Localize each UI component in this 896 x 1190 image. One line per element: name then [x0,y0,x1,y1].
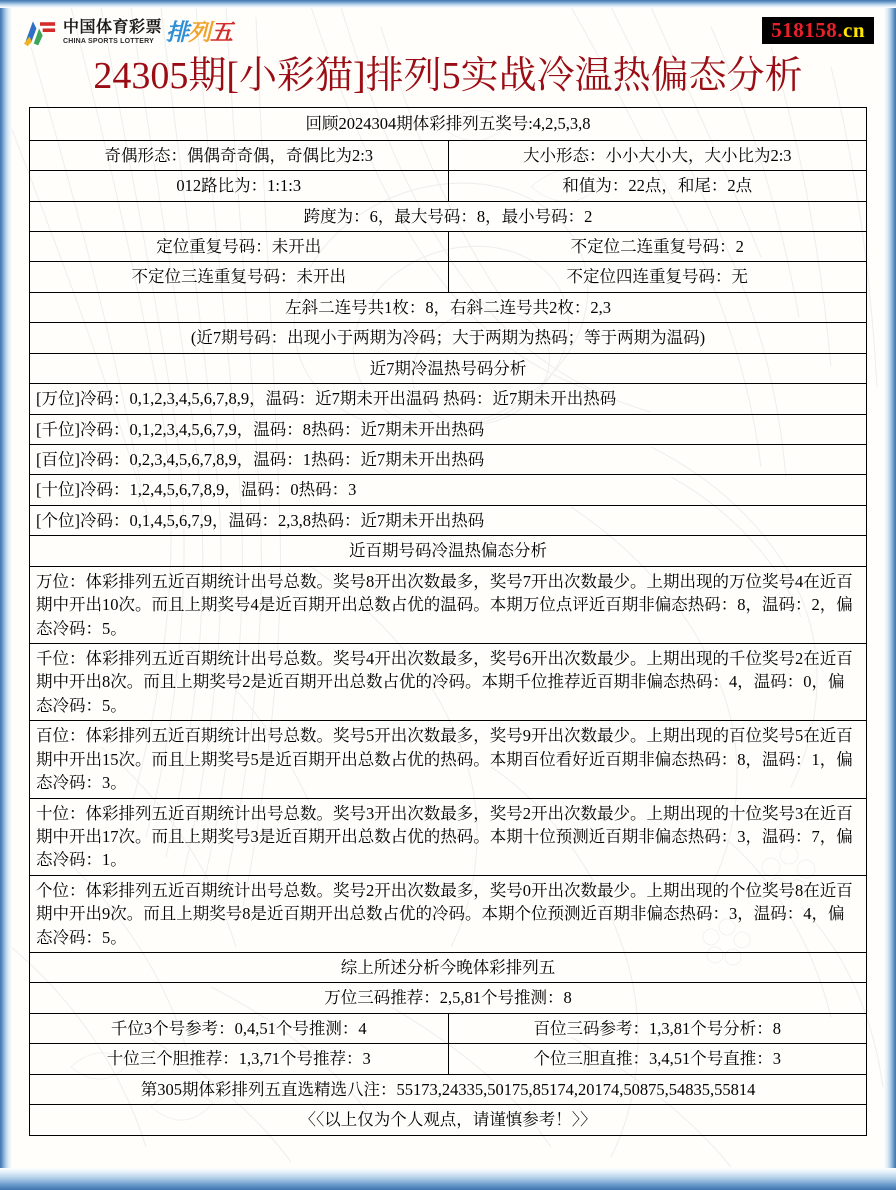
cell-unfixed-four-repeat: 不定位四连重复号码：无 [448,262,867,292]
table-row-repeat-2 [30,262,867,292]
table-row-rec-eight [30,1074,867,1104]
cell-para-wan: 万位：体彩排列五近百期统计出号总数。奖号8开出次数最多，奖号7开出次数最少。上期出现的万位奖号4在近百期中开出10次。而且上期奖号4是近百期开出总数占优的温码。本期万位点评近百期非偏态热码：8，温码：2，偏态冷码：5。 [30,566,867,643]
frame-edge-bottom [0,1168,896,1190]
cell-rec-wan: 万位三码推荐：2,5,81个号推测：8 [30,983,867,1013]
cell-unfixed-two-repeat: 不定位二连重复号码：2 [448,232,867,262]
cell-rec-shi: 十位三个胆推荐：1,3,71个号推荐：3 [30,1044,449,1074]
cell-pos7-shi: [十位]冷码：1,2,4,5,6,7,8,9，温码：0热码：3 [30,475,867,505]
table-row-ratio-sum [30,171,867,201]
cell-para-shi: 十位：体彩排列五近百期统计出号总数。奖号3开出次数最多，奖号2开出次数最少。上期出现的十位奖号3在近百期中开出17次。而且上期奖号3是近百期开出总数占优的热码。本期十位预测近百期非偏态热码：3，温码：7，偏态冷码：1。 [30,798,867,875]
site-domain-tld: cn [843,18,865,42]
table-row-pos7-bai [30,445,867,475]
page-title: 24305期[小彩猫]排列5实战冷温热偏态分析 [93,55,803,97]
table-row-legend [30,323,867,353]
cell-odd-even-form: 奇偶形态：偶偶奇奇偶，奇偶比为2:3 [30,140,449,170]
cell-fixed-repeat: 定位重复号码：未开出 [30,232,449,262]
table-row-form [30,140,867,170]
cell-disclaimer: 〈〈以上仅为个人观点，请谨慎参考！〉〉 [30,1105,867,1135]
cell-rec-bai: 百位三码参考：1,3,81个号分析：8 [448,1013,867,1043]
cell-para-qian: 千位：体彩排列五近百期统计出号总数。奖号4开出次数最多，奖号6开出次数最少。上期出现的千位奖号2在近百期中开出8次。而且上期奖号2是近百期开出总数占优的冷码。本期千位推荐近百期非偏态热码：4，温码：0，偏态冷码：5。 [30,643,867,720]
cell-sum-value: 和值为：22点，和尾：2点 [448,171,867,201]
table-row-review [30,107,867,140]
cell-pos7-bai: [百位]冷码：0,2,3,4,5,6,7,8,9，温码：1热码：近7期未开出热码 [30,445,867,475]
cell-diagonal-pairs: 左斜二连号共1枚：8，右斜二连号共2枚：2,3 [30,292,867,322]
table-row-rec-qian-bai [30,1013,867,1043]
section-header-7: 近7期冷温热号码分析 [30,353,867,383]
section-header-100: 近百期号码冷温热偏态分析 [30,536,867,566]
table-row-rec-wan [30,983,867,1013]
cell-pos7-qian: [千位]冷码：0,1,2,3,4,5,6,7,9，温码：8热码：近7期未开出热码 [30,414,867,444]
page-content [11,7,885,1168]
table-row-diagonal [30,292,867,322]
site-domain-badge [762,17,874,44]
lottery-name-cn: 中国体育彩票 [63,18,163,36]
frame-edge-right [884,0,896,1190]
cell-para-ge: 个位：体彩排列五近百期统计出号总数。奖号2开出次数最多，奖号0开出次数最少。上期出现的个位奖号8在近百期中开出9次。而且上期奖号8是近百期开出总数占优的冷码。本期个位预测近百期非偏态热码：3，温码：4，偏态冷码：5。 [30,875,867,952]
table-row-section100 [30,536,867,566]
table-row-section7 [30,353,867,383]
section-header-summary: 综上所述分析今晚体彩排列五 [30,953,867,983]
table-row-pos7-wan [30,384,867,414]
cell-big-small-form: 大小形态：小小大小大，大小比为2:3 [448,140,867,170]
table-row-pos7-qian [30,414,867,444]
lottery-name-en: CHINA SPORTS LOTTERY [63,37,154,45]
cell-unfixed-three-repeat: 不定位三连重复号码：未开出 [30,262,449,292]
cell-span: 跨度为：6，最大号码：8，最小号码：2 [30,201,867,231]
table-row-para-wan [30,566,867,643]
cell-rec-ge: 个位三胆直推：3,4,51个号直推：3 [448,1044,867,1074]
analysis-table [29,107,867,1136]
cell-rec-eight: 第305期体彩排列五直选精选八注：55173,24335,50175,85174,20174,50875,54835,55814 [30,1074,867,1104]
game-logo-pailie5: 排列五 [166,18,233,45]
lottery-logo-text [63,20,162,45]
table-row-para-ge [30,875,867,952]
table-row-pos7-shi [30,475,867,505]
table-row-para-bai [30,721,867,798]
table-row-para-shi [30,798,867,875]
cell-para-bai: 百位：体彩排列五近百期统计出号总数。奖号5开出次数最多，奖号9开出次数最少。上期出现的百位奖号5在近百期中开出15次。而且上期奖号5是近百期开出总数占优的热码。本期百位看好近百期非偏态热码：8，温码：1，偏态冷码：3。 [30,721,867,798]
site-domain-name: 518158. [771,18,843,42]
table-row-repeat-1 [30,232,867,262]
table-row-para-qian [30,643,867,720]
table-row-span [30,201,867,231]
cell-pos7-ge: [个位]冷码：0,1,4,5,6,7,9，温码：2,3,8热码：近7期未开出热码 [30,505,867,535]
table-row-disclaimer [30,1105,867,1135]
cell-rec-qian: 千位3个号参考：0,4,51个号推测：4 [30,1013,449,1043]
lottery-emblem-icon [22,16,58,48]
table-row-rec-shi-ge [30,1044,867,1074]
table-row-summary-header [30,953,867,983]
table-row-pos7-ge [30,505,867,535]
cell-pos7-wan: [万位]冷码：0,1,2,3,4,5,6,7,8,9，温码：近7期未开出温码 热码：近7期未开出热码 [30,384,867,414]
site-header [11,7,885,53]
china-sports-lottery-logo [22,15,232,49]
cell-legend: (近7期号码：出现小于两期为冷码；大于两期为热码；等于两期为温码) [30,323,867,353]
cell-review-header: 回顾2024304期体彩排列五奖号:4,2,5,3,8 [30,107,867,140]
cell-012-ratio: 012路比为：1:1:3 [30,171,449,201]
